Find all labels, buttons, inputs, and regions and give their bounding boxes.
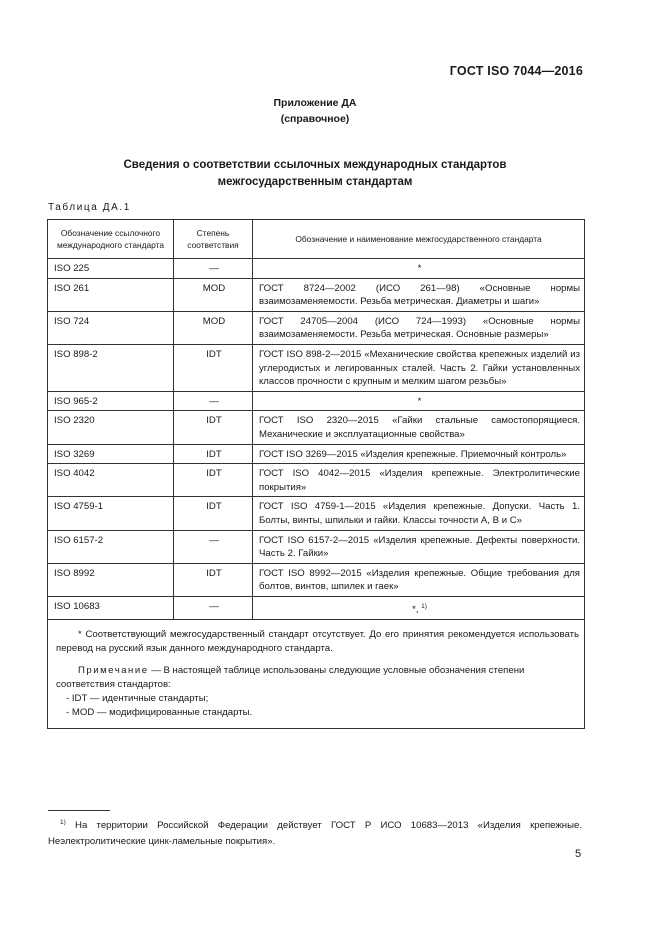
- table-footer-row: [48, 619, 585, 728]
- row-ref: ISO 10683: [48, 596, 174, 619]
- table-row: [48, 563, 585, 596]
- table-row: [48, 444, 585, 464]
- table-row: [48, 596, 585, 619]
- note-item-mod: - MOD — модифицированные стандарты.: [66, 706, 253, 718]
- row-ref: ISO 898-2: [48, 344, 174, 391]
- row-ref: ISO 6157-2: [48, 530, 174, 563]
- main-title-line-2: межгосударственным стандартам: [217, 176, 413, 188]
- row-ref: ISO 4759-1: [48, 497, 174, 530]
- footnote: [48, 815, 582, 850]
- note-item-idt: - IDT — идентичные стандарты;: [66, 692, 209, 704]
- table-row: [48, 344, 585, 391]
- header-ref-standard: Обозначение ссылочного международного стандарта: [48, 220, 174, 259]
- row-name: *: [253, 259, 585, 279]
- row-name: ГОСТ ISO 2320—2015 «Гайки стальные самостопорящиеся. Механические и эксплуатационные свойства»: [253, 411, 585, 444]
- row-degree: —: [174, 391, 253, 411]
- row-name: ГОСТ ISO 6157-2—2015 «Изделия крепежные. Дефекты поверхности. Часть 2. Гайки»: [253, 530, 585, 563]
- main-title: [0, 157, 630, 191]
- appendix-title: Приложение ДА: [273, 97, 357, 109]
- row-degree: IDT: [174, 497, 253, 530]
- row-degree: IDT: [174, 411, 253, 444]
- table-footer: [48, 619, 585, 728]
- appendix-heading: [0, 95, 630, 127]
- row-ref: ISO 4042: [48, 464, 174, 497]
- table-row: [48, 259, 585, 279]
- row-name: [253, 596, 585, 619]
- table-row: [48, 497, 585, 530]
- table-row: [48, 530, 585, 563]
- row-name: *: [253, 391, 585, 411]
- row-ref: ISO 8992: [48, 563, 174, 596]
- header-interstate-standard: Обозначение и наименование межгосударственного стандарта: [253, 220, 585, 259]
- row-ref: ISO 3269: [48, 444, 174, 464]
- row-name: ГОСТ 8724—2002 (ИСО 261—98) «Основные нормы взаимозаменяемости. Резьба метрическая. Диаметры и шаги»: [253, 278, 585, 311]
- table-header-row: [48, 220, 585, 259]
- table-note: [56, 664, 579, 692]
- row-name-text: *,: [412, 604, 422, 616]
- table-row: [48, 311, 585, 344]
- row-name: ГОСТ ISO 898-2—2015 «Механические свойства крепежных изделий из углеродистых и легированных сталей. Часть 2. Гайки установленных классов прочности с крупным и мелким шагом резьбы»: [253, 344, 585, 391]
- table-row: [48, 278, 585, 311]
- row-degree: —: [174, 259, 253, 279]
- note-text: — В настоящей таблице использованы следующие условные обозначения степени соответствия стандартов:: [56, 664, 525, 690]
- row-ref: ISO 724: [48, 311, 174, 344]
- row-name: ГОСТ 24705—2004 (ИСО 724—1993) «Основные нормы взаимозаменяемости. Резьба метрическая. Основные размеры»: [253, 311, 585, 344]
- page-number: 5: [575, 848, 582, 860]
- row-degree: —: [174, 596, 253, 619]
- table-row: [48, 411, 585, 444]
- table-row: [48, 464, 585, 497]
- row-degree: MOD: [174, 311, 253, 344]
- footnote-ref-marker: 1): [421, 602, 427, 610]
- footnote-marker: 1): [60, 819, 66, 826]
- row-degree: —: [174, 530, 253, 563]
- row-ref: ISO 965-2: [48, 391, 174, 411]
- row-ref: ISO 2320: [48, 411, 174, 444]
- appendix-subtitle: (справочное): [280, 113, 350, 125]
- footnote-text: На территории Российской Федерации действует ГОСТ Р ИСО 10683—2013 «Изделия крепежные. Неэлектролитические цинк-ламельные покрытия».: [48, 820, 582, 848]
- note-label: Примечание: [78, 664, 149, 676]
- row-degree: IDT: [174, 464, 253, 497]
- row-degree: IDT: [174, 344, 253, 391]
- row-name: ГОСТ ISO 4042—2015 «Изделия крепежные. Электролитические покрытия»: [253, 464, 585, 497]
- main-title-line-1: Сведения о соответствии ссылочных международных стандартов: [123, 159, 507, 171]
- footnote-divider: [48, 810, 110, 811]
- row-degree: MOD: [174, 278, 253, 311]
- row-name: ГОСТ ISO 8992—2015 «Изделия крепежные. Общие требования для болтов, винтов, шпилек и гаек»: [253, 563, 585, 596]
- document-code: ГОСТ ISO 7044—2016: [449, 64, 583, 78]
- row-degree: IDT: [174, 563, 253, 596]
- table-row: [48, 391, 585, 411]
- row-degree: IDT: [174, 444, 253, 464]
- row-name: ГОСТ ISO 4759-1—2015 «Изделия крепежные. Допуски. Часть 1. Болты, винты, шпильки и гайки. Классы точности A, B и C»: [253, 497, 585, 530]
- row-ref: ISO 225: [48, 259, 174, 279]
- header-degree: Степень соответствия: [174, 220, 253, 259]
- standards-table: [47, 219, 585, 729]
- row-name: ГОСТ ISO 3269—2015 «Изделия крепежные. Приемочный контроль»: [253, 444, 585, 464]
- row-ref: ISO 261: [48, 278, 174, 311]
- star-note: * Соответствующий межгосударственный стандарт отсутствует. До его принятия рекомендуется использовать перевод на русский язык данного международного стандарта.: [56, 628, 579, 654]
- table-label: Таблица ДА.1: [48, 202, 131, 213]
